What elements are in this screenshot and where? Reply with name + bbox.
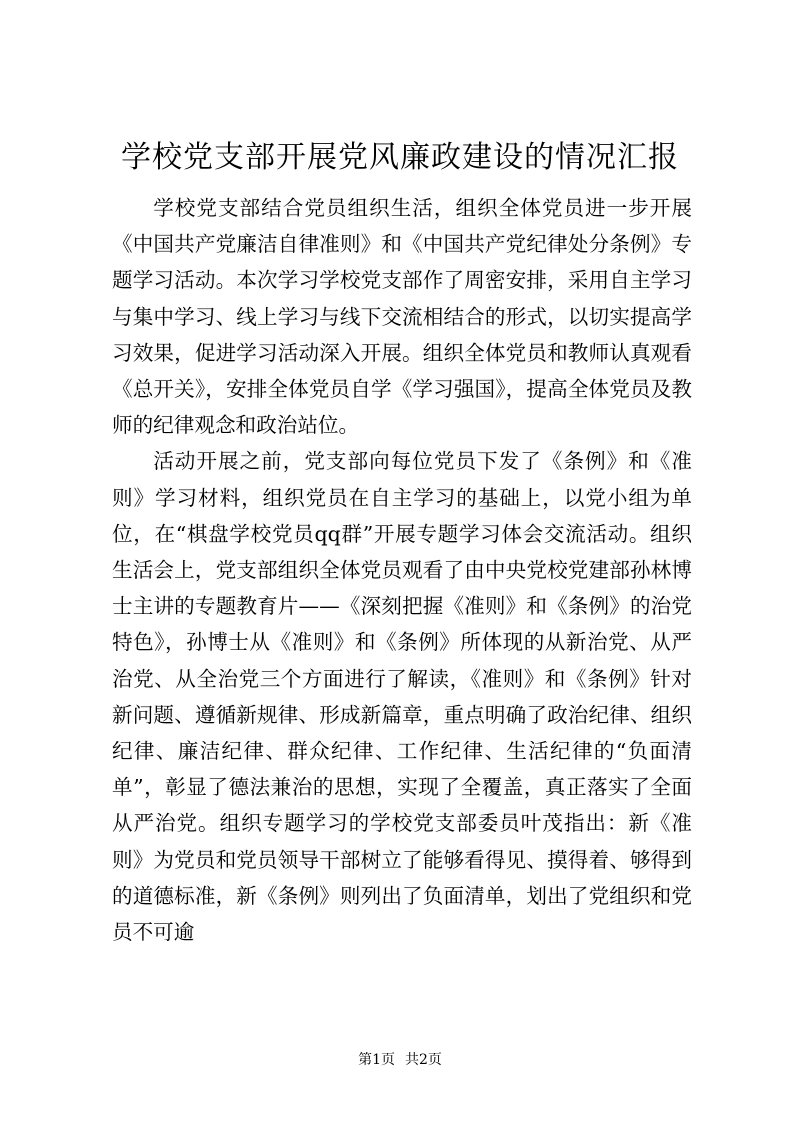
page-number: 第1页 [358,1052,395,1068]
document-title: 学校党支部开展党风廉政建设的情况汇报 [121,140,679,175]
document-body [112,190,692,950]
page-footer [0,1050,800,1070]
paragraph-1: 学校党支部结合党员组织生活，组织全体党员进一步开展《中国共产党廉洁自律准则》和《中国共产党纪律处分条例》专题学习活动。本次学习学校党支部作了周密安排，采用自主学习与集中学习、线上学习与线下交流相结合的形式，以切实提高学习效果，促进学习活动深入开展。组织全体党员和教师认真观看《总开关》，安排全体党员自学《学习强国》，提高全体党员及教师的纪律观念和政治站位。 [112,196,692,438]
page-total: 共2页 [405,1052,442,1068]
paragraph-2: 活动开展之前，党支部向每位党员下发了《条例》和《准则》学习材料，组织党员在自主学习的基础上，以党小组为单位，在“棋盘学校党员qq群”开展专题学习体会交流活动。组织生活会上，党支部组织全体党员观看了由中央党校党建部孙林博士主讲的专题教育片——《深刻把握《准则》和《条例》的治党特色》，孙博士从《准则》和《条例》所体现的从新治党、从严治党、从全治党三个方面进行了解读，《准则》和《条例》针对新问题、遵循新规律、形成新篇章，重点明确了政治纪律、组织纪律、廉洁纪律、群众纪律、工作纪律、生活纪律的“负面清单”，彰显了德法兼治的思想，实现了全覆盖，真正落实了全面从严治党。组织专题学习的学校党支部委员叶茂指出：新《准则》为党员和党员领导干部树立了能够看得见、摸得着、够得到的道德标准，新《条例》则列出了负面清单，划出了党组织和党员不可逾 [112,449,692,945]
